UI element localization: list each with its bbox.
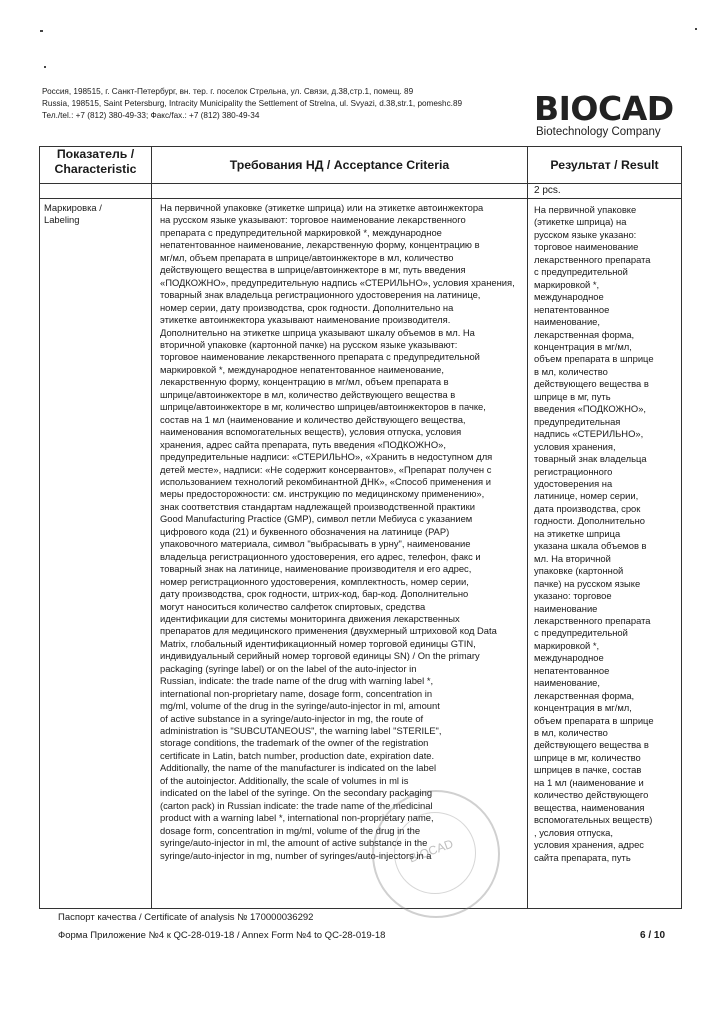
empty-cell: [40, 184, 152, 199]
seal-text: BIOCAD: [406, 836, 456, 866]
characteristic-header: Показатель / Characteristic: [40, 147, 152, 184]
scan-speck: [695, 28, 697, 30]
address-en: Russia, 198515, Saint Petersburg, Intracity Municipality the Settlement of Strelna, ul. Svyazi, d.38,str.1, pomeshc.89: [42, 99, 463, 108]
requirements-text: На первичной упаковке (этикетке шприца) или на этикетке автоинжектора на русском языке указывают: торговое наименование лекарственного препарата с предупредительной маркировкой *, международное непатентованное наименование, лекарственную форму, концентрацию в мг/мл, объем препарата в шприце/автоинжекторе в мл, количество действующего вещества в шприце/автоинжекторе в мг, путь введения «ПОДКОЖНО», предупредительную надпись «СТЕРИЛЬНО», условия хранения, товарный знак владельца регистрационного удостоверения на латинице, номер серии, дату производства, срок годности. Дополнительно на этикетке автоинжектора указывают наименование производителя. Дополнительно на этикетке шприца указывают шкалу объемов в мл. На вторичной упаковке (картонной пачке) на русском языке указывают: торговое наименование лекарственного препарата с предупредительной маркировкой *, международное непатентованное наименование, лекарственную форму, концентрацию в мг/мл, объем препарата в шприце/автоинжекторе в мл, количество действующего вещества в шприце/автоинжекторе в мг, количество шприцев/автоинжекторов в пачке, состав на 1 мл (наименование и количество действующего вещества, наименования вспомогательных веществ), условия отпуска, условия хранения, адрес сайта препарата, путь введения «ПОДКОЖНО», предупредительные надписи: «СТЕРИЛЬНО», «Хранить в недоступном для детей месте», надписи: «Не содержит консервантов», «Препарат получен с использованием технологий рекомбинантной ДНК», «Способ применения и меры предосторожности: см. инструкцию по медицинскому применению», знак соответствия стандартам надлежащей производственной практики Good Manufacturing Practice (GMP), символ петли Мебиуса с указанием цифрового кода (21) и буквенного обозначения на латинице (PAP) упаковочного материала, символ "выбрасывать в урну", наименование владельца регистрационного удостоверения, его адрес, телефон, факс и товарный знак на латинице, наименование производителя и его адрес, номер регистрационного удостоверения, комплектность, номер серии, дату производства, срок годности, штрих-код, бар-код. Дополнительно могут наноситься количество салфеток спиртовых, средства идентификации для системы мониторинга движения лекарственных препаратов для медицинского применения (двухмерный штриховой код Data Matrix, глобальный идентификационный номер торговой единицы GTIN, индивидуальный серийный номер торговой единицы SN) / On the primary packaging (syringe label) or on the label of the auto-injector in Russian, indicate: the trade name of the drug with warning label *, international non-proprietary name, dosage form, concentration in mg/ml, volume of the drug in the syringe/auto-injector in ml, amount of active substance in a syringe/auto-injector in mg, the route of administration is "SUBCUTANEOUS", the warning label "STERILE", storage conditions, the trademark of the owner of the registration certificate in Latin, batch number, production date, expiration date. Additionally, the name of the manufacturer is indicated on the label of the autoinjector. Additionally, the scale of volumes in ml is indicated on the label of the syringe. On the secondary packaging (carton pack) in Russian indicate: the trade name of the medicinal product with a warning label *, international non-proprietary name, dosage form, concentration in mg/ml, volume of the drug in the syringe/auto-injector in ml, the amount of active substance in the syringe/auto-injector in mg, number of syringes/auto-injectors in a: [160, 202, 515, 861]
biocad-logo: [534, 89, 684, 138]
page-number: 6 / 10: [640, 930, 666, 941]
certificate-number: Паспорт качества / Certificate of analysis № 170000036292: [58, 912, 314, 923]
acceptance-criteria-header: Требования НД / Acceptance Criteria: [152, 147, 528, 184]
result-header: Результат / Result: [528, 147, 682, 184]
table-header-row: [40, 147, 682, 184]
characteristic-cell: Маркировка / Labeling: [40, 199, 152, 909]
acceptance-criteria-table: [39, 146, 682, 909]
logo-wordmark: BIOCAD: [534, 89, 674, 128]
scan-speck: [44, 66, 46, 68]
continuation-row: [40, 184, 682, 199]
previous-result-value: 2 pcs.: [528, 184, 682, 199]
phone-fax: Тел./tel.: +7 (812) 380-49-33; Факс/fax.: +7 (812) 380-49-34: [42, 111, 260, 120]
empty-cell: [152, 184, 528, 199]
logo-tagline: Biotechnology Company: [536, 126, 661, 138]
result-text: На первичной упаковке (этикетке шприца) на русском языке указано: торговое наименование лекарственного препарата с предупредительной маркировкой *, международное непатентованное наименование, лекарственная форма, концентрация в мг/мл, объем препарата в шприце в мл, количество действующего вещества в шприце в мг, путь введения «ПОДКОЖНО», предупредительная надпись «СТЕРИЛЬНО», условия хранения, товарный знак владельца регистрационного удостоверения на латинице, номер серии, дата производства, срок годности. Дополнительно на этикетке шприца указана шкала объемов в мл. На вторичной упаковке (картонной пачке) на русском языке указано: торговое наименование лекарственного препарата с предупредительной маркировкой *, международное непатентованное наименование, лекарственная форма, концентрация в мг/мл, объем препарата в шприце в мл, количество действующего вещества в шприце в мг, количество шприцев в пачке, состав на 1 мл (наименование и количество действующего вещества, наименования вспомогательных веществ) , условия отпуска, условия хранения, адрес сайта препарата, путь: [534, 204, 654, 863]
requirements-cell: [152, 199, 528, 909]
scan-speck: [40, 30, 43, 32]
address-ru: Россия, 198515, г. Санкт-Петербург, вн. тер. г. поселок Стрельна, ул. Связи, д.38,стр.1, помещ. 89: [42, 87, 414, 96]
annex-form-reference: Форма Приложение №4 к QC-28-019-18 / Annex Form №4 to QC-28-019-18: [58, 930, 386, 941]
company-address-block: [42, 86, 462, 122]
result-cell: [528, 199, 682, 909]
labeling-row: [40, 199, 682, 909]
